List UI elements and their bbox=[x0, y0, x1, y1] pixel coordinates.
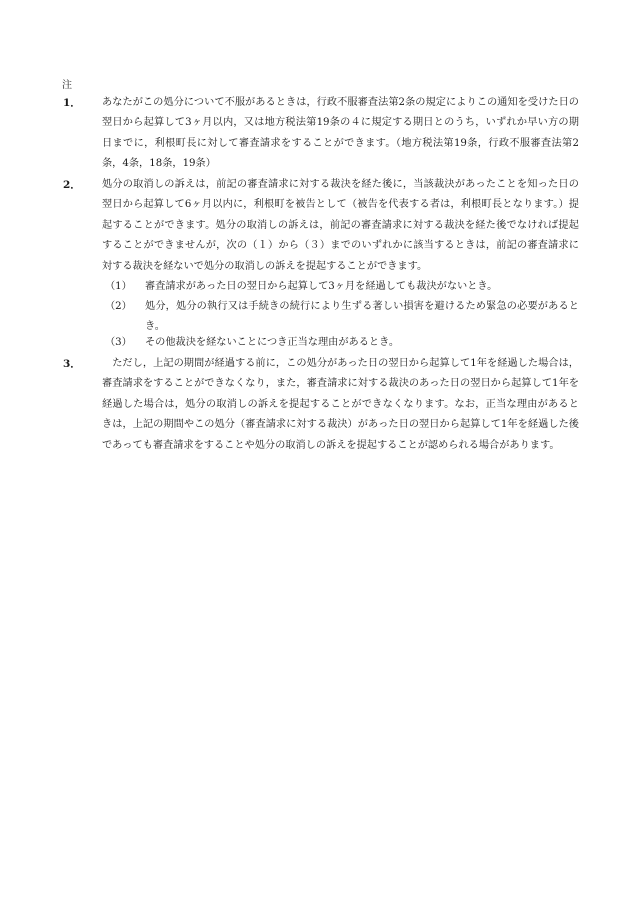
subitem-text-1: 審査請求があった日の翌日から起算して3ヶ月を経過しても裁決がないとき。 bbox=[145, 281, 498, 292]
subitem-number-1: （1） bbox=[105, 281, 132, 292]
note-text-3: ただし，上記の期間が経過する前に，この処分があった日の翌日から起算して1年を経過した場合は，審査請求をすることができなくなり，また，審査請求に対する裁決のあった日の翌日から起算して1年を経過した場合は，処分の取消しの訴えを提起することができなくなります。なお，正当な理由があるときは，上記の期間やこの処分（審査請求に対する裁決）があった日の翌日から起算して1年を経過した後であっても審査請求をすることや処分の取消しの訴えを提起することが認められる場合があります。 bbox=[102, 358, 579, 451]
subitem-text-3: その他裁決を経ないことにつき正当な理由があるとき。 bbox=[145, 337, 400, 348]
note-text-2: 処分の取消しの訴えは，前記の審査請求に対する裁決を経た後に，当該裁決があったことを知った日の翌日から起算して6ヶ月以内に，利根町を被告として（被告を代表する者は，利根町長となります。）提起することができます。処分の取消しの訴えは，前記の審査請求に対する裁決を経た後でなければ提起することができませんが，次の（１）から（３）までのいずれかに該当するときは，前記の審査請求に対する裁決を経ないで処分の取消しの訴えを提起することができます。 bbox=[102, 179, 579, 272]
subitem-text-2: 処分，処分の執行又は手続きの続行により生ずる著しい損害を避けるため緊急の必要があるとき。 bbox=[145, 301, 579, 333]
subitem-number-3: （3） bbox=[105, 337, 132, 348]
note-number-2: 2． bbox=[63, 179, 81, 191]
notes-heading: 注 bbox=[62, 80, 72, 91]
note-number-3: 3． bbox=[63, 358, 81, 370]
note-text-1: あなたがこの処分について不服があるときは，行政不服審査法第2条の規定によりこの通知を受けた日の翌日から起算して3ヶ月以内，又は地方税法第19条の４に規定する期日とのうち，いずれか早い方の期日までに，利根町長に対して審査請求をすることができます。（地方税法第19条，行政不服審査法第2条，4条，18条，19条） bbox=[102, 97, 579, 170]
subitem-number-2: （2） bbox=[105, 301, 132, 312]
note-number-1: 1． bbox=[63, 97, 81, 109]
